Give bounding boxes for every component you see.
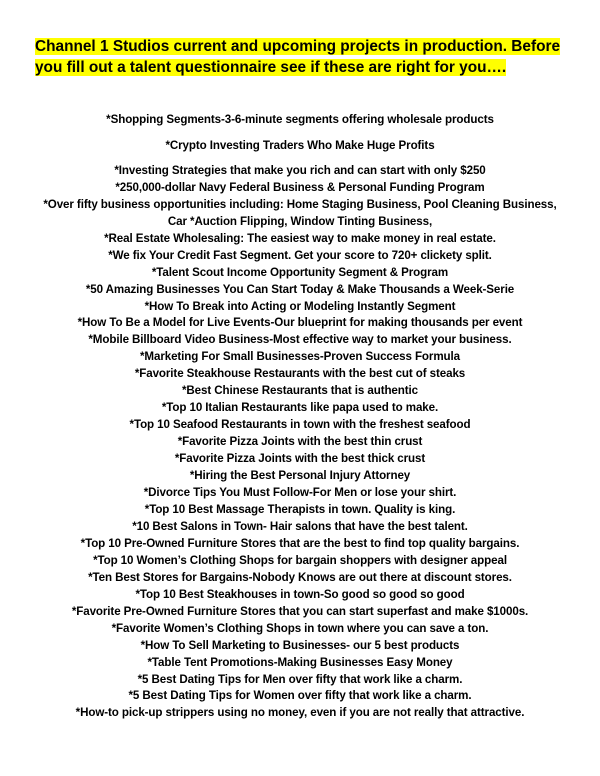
- list-item: *50 Amazing Businesses You Can Start Today & Make Thousands a Week-Serie: [85, 282, 515, 296]
- list-item: *Favorite Pre-Owned Furniture Stores that you can start superfast and make $1000s.: [71, 604, 529, 618]
- list-item: *How-to pick-up strippers using no money, even if you are not really that attractive.: [75, 706, 525, 720]
- list-item: *How To Be a Model for Live Events-Our blueprint for making thousands per event: [77, 316, 523, 330]
- list-item: *Mobile Billboard Video Business-Most effective way to market your business.: [88, 333, 512, 347]
- list-item: *Ten Best Stores for Bargains-Nobody Knows are out there at discount stores.: [88, 570, 512, 584]
- list-item: *Divorce Tips You Must Follow-For Men or lose your shirt.: [143, 486, 457, 500]
- list-item: *Talent Scout Income Opportunity Segment & Program: [151, 265, 449, 279]
- list-item: *10 Best Salons in Town- Hair salons that have the best talent.: [132, 519, 468, 533]
- list-item: *Top 10 Seafood Restaurants in town with the freshest seafood: [129, 418, 471, 432]
- list-item: *Investing Strategies that make you rich and can start with only $250: [114, 163, 486, 177]
- highlighted-heading-text: Channel 1 Studios current and upcoming projects in production. Before you fill out a talent questionnaire see if these are right for you….: [35, 38, 561, 76]
- list-item: *Top 10 Italian Restaurants like papa used to make.: [161, 401, 439, 415]
- list-item: *Table Tent Promotions-Making Businesses Easy Money: [147, 655, 453, 669]
- list-item: *We fix Your Credit Fast Segment. Get your score to 720+ clickety split.: [108, 248, 492, 262]
- list-item: *Top 10 Pre-Owned Furniture Stores that are the best to find top quality bargains.: [80, 536, 520, 550]
- list-item: *Best Chinese Restaurants that is authentic: [181, 384, 418, 398]
- list-item: Car *Auction Flipping, Window Tinting Business,: [167, 214, 433, 228]
- list-item: *Favorite Steakhouse Restaurants with the best cut of steaks: [134, 367, 466, 381]
- list-item: *Top 10 Best Massage Therapists in town. Quality is king.: [144, 502, 456, 516]
- list-item: *Top 10 Women’s Clothing Shops for bargain shoppers with designer appeal: [93, 553, 507, 567]
- document-heading: [35, 36, 565, 78]
- list-item: *Favorite Women’s Clothing Shops in town where you can save a ton.: [111, 621, 489, 635]
- list-item: *Real Estate Wholesaling: The easiest way to make money in real estate.: [104, 231, 496, 245]
- list-item: *Top 10 Best Steakhouses in town-So good so good so good: [135, 587, 465, 601]
- list-item: *5 Best Dating Tips for Men over fifty that work like a charm.: [137, 672, 463, 686]
- list-item: *Favorite Pizza Joints with the best thick crust: [174, 452, 426, 466]
- list-item: *Crypto Investing Traders Who Make Huge Profits: [165, 138, 435, 152]
- project-list: [20, 112, 580, 722]
- list-item: *How To Break into Acting or Modeling Instantly Segment: [144, 299, 456, 313]
- list-item: *How To Sell Marketing to Businesses- our 5 best products: [140, 638, 460, 652]
- list-item: *Over fifty business opportunities including: Home Staging Business, Pool Cleaning Business,: [43, 197, 557, 211]
- list-item: *5 Best Dating Tips for Women over fifty that work like a charm.: [128, 689, 472, 703]
- list-item: *Marketing For Small Businesses-Proven Success Formula: [140, 350, 460, 364]
- list-item: *Hiring the Best Personal Injury Attorney: [189, 469, 411, 483]
- list-item: *Shopping Segments-3-6-minute segments offering wholesale products: [106, 113, 494, 126]
- list-item: *250,000-dollar Navy Federal Business & Personal Funding Program: [115, 180, 485, 194]
- list-item: *Favorite Pizza Joints with the best thin crust: [177, 435, 423, 449]
